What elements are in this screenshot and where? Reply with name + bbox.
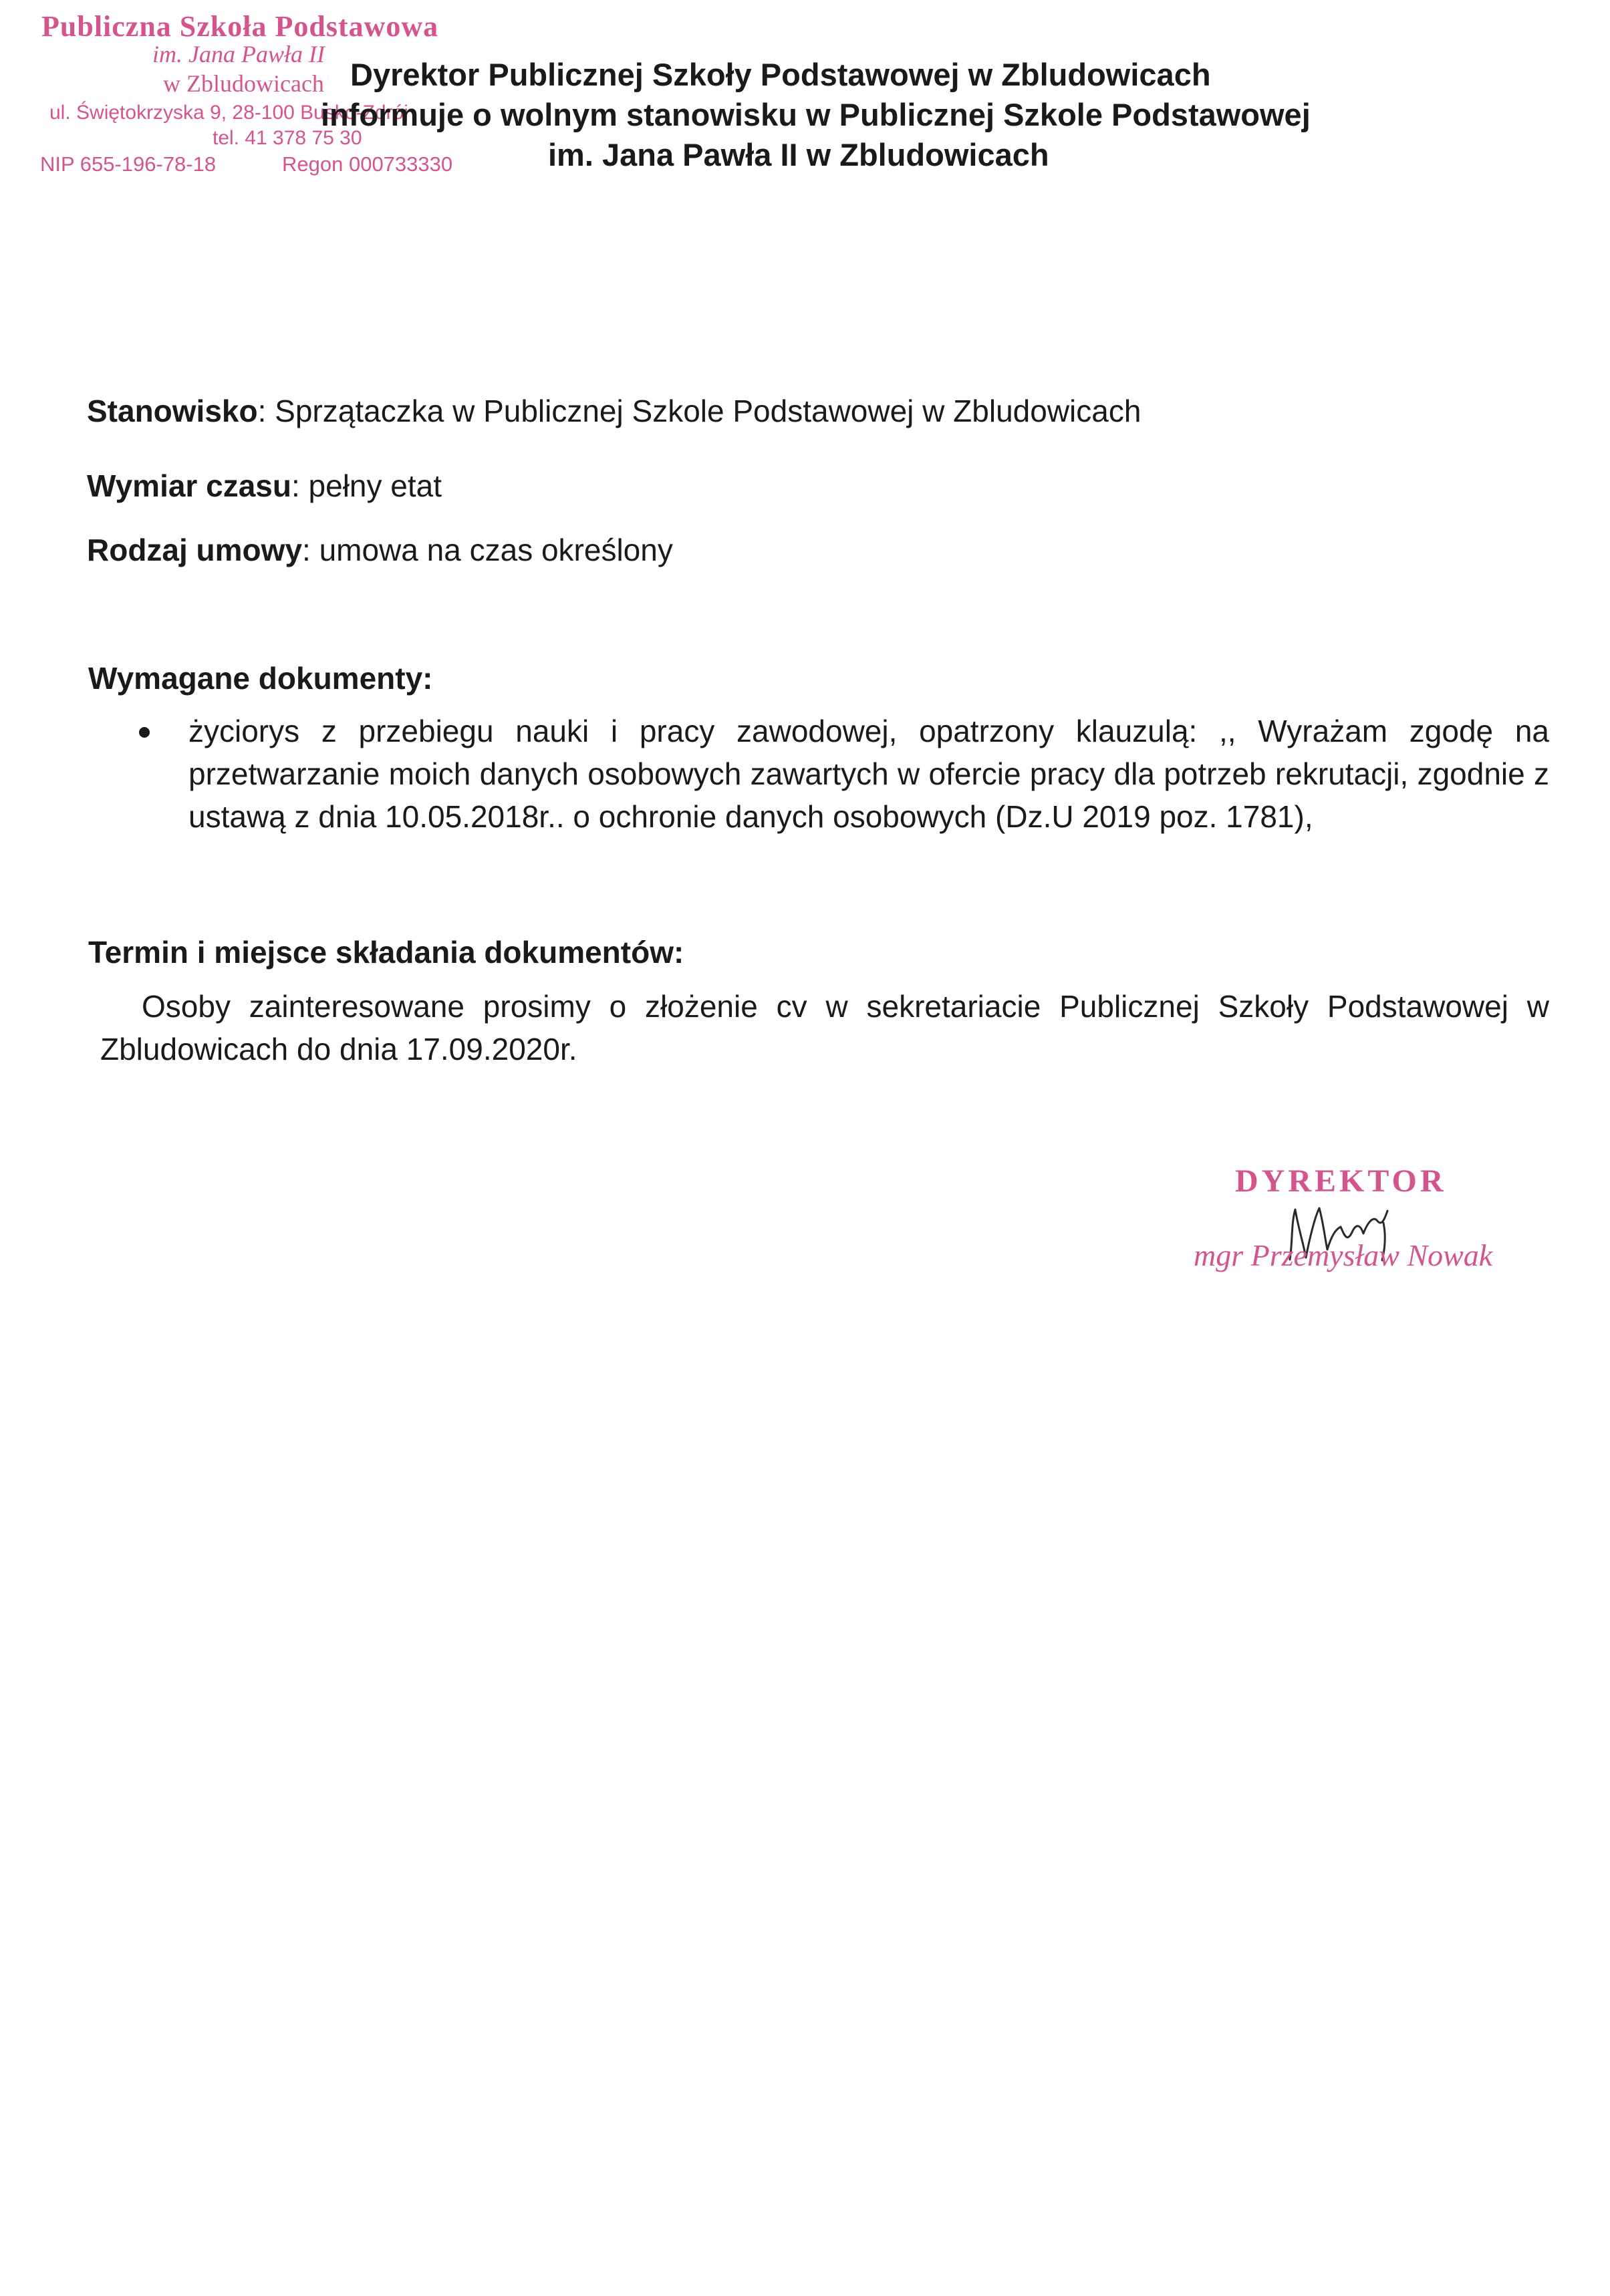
documents-title: Wymagane dokumenty: xyxy=(88,661,433,696)
header-line-1: Dyrektor Publicznej Szkoły Podstawowej w Zbludowicach xyxy=(350,57,1211,92)
contract-type-field: Rodzaj umowy: umowa na czas określony xyxy=(87,533,673,567)
position-field: Stanowisko: Sprzątaczka w Publicznej Szkole Podstawowej w Zbludowicach xyxy=(87,394,1142,428)
working-time-value: pełny etat xyxy=(308,468,442,503)
contract-type-value: umowa na czas określony xyxy=(319,533,673,567)
signature-title: DYREKTOR xyxy=(1235,1163,1447,1199)
list-item xyxy=(134,710,1549,838)
working-time-label: Wymiar czasu xyxy=(87,468,291,503)
contract-type-label: Rodzaj umowy xyxy=(87,533,303,567)
header-line-3: im. Jana Pawła II w Zbludowicach xyxy=(548,137,1049,172)
deadline-title: Termin i miejsce składania dokumentów: xyxy=(88,935,684,970)
stamp-regon: Regon 000733330 xyxy=(282,152,453,176)
stamp-patron: im. Jana Pawła II xyxy=(152,41,325,67)
deadline-text: Osoby zainteresowane prosimy o złożenie cv w sekretariacie Publicznej Szkoły Podstawowej w Zbludowicach do dnia 17.09.2020r. xyxy=(100,989,1549,1066)
documents-list xyxy=(134,710,1549,838)
signature-name: mgr Przemysław Nowak xyxy=(1194,1238,1493,1272)
header-line-2: informuje o wolnym stanowisku w Publicznej Szkole Podstawowej xyxy=(321,97,1311,132)
stamp-school-name: Publiczna Szkoła Podstawowa xyxy=(41,10,439,43)
document-requirement: życiorys z przebiegu nauki i pracy zawodowej, opatrzony klauzulą: ,, Wyrażam zgodę na przetwarzanie moich danych osobowych zawartych w ofercie pracy dla potrzeb rekrutacji, zgodnie z ustawą z dnia 10.05.2018r.. o ochronie danych osobowych (Dz.U 2019 poz. 1781), xyxy=(188,714,1549,834)
stamp-nip: NIP 655-196-78-18 xyxy=(40,152,217,176)
position-label: Stanowisko xyxy=(87,394,258,428)
stamp-phone: tel. 41 378 75 30 xyxy=(213,127,362,149)
working-time-field: Wymiar czasu: pełny etat xyxy=(87,468,442,503)
stamp-address: ul. Świętokrzyska 9, 28-100 Busko-Zdrój xyxy=(49,102,408,124)
bullet-icon xyxy=(139,727,150,738)
document-header xyxy=(321,55,1444,175)
stamp-town: w Zbludowicach xyxy=(163,70,324,97)
position-value: Sprzątaczka w Publicznej Szkole Podstawowej w Zbludowicach xyxy=(275,394,1142,428)
